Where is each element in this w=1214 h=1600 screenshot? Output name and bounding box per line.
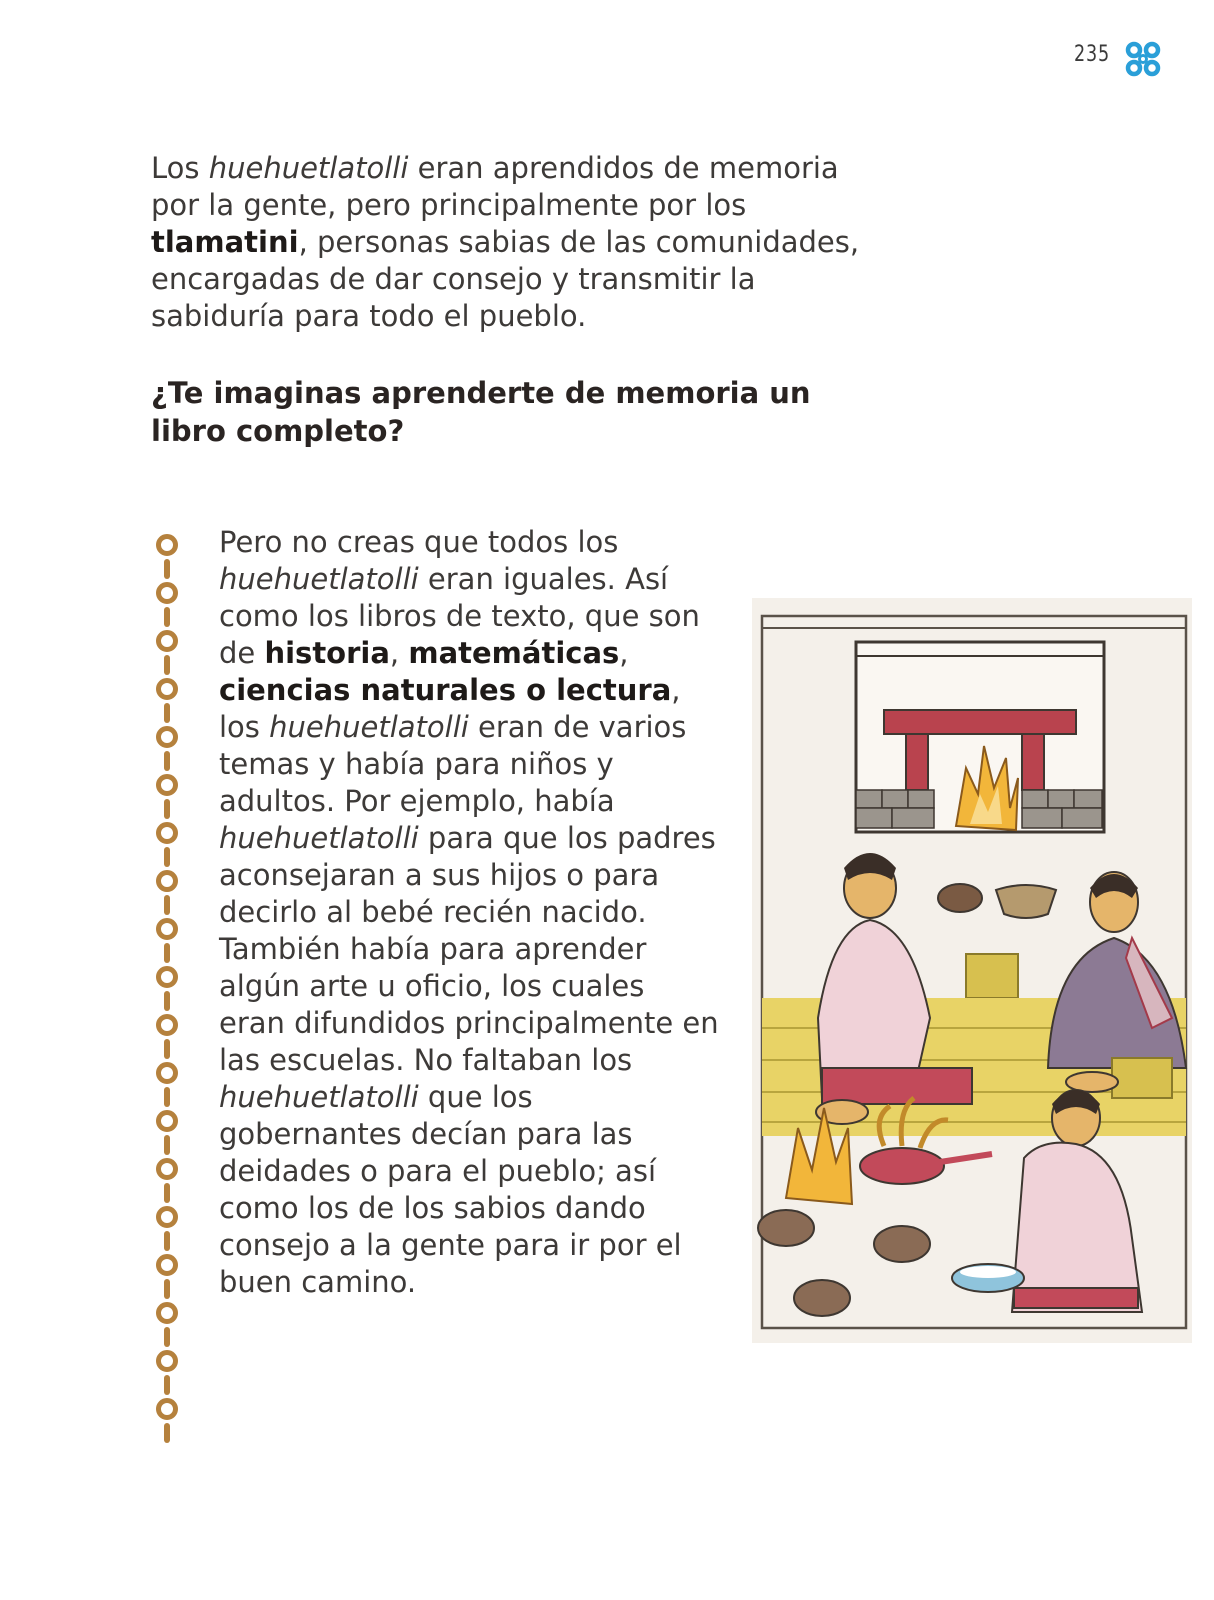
border-o-glyph <box>156 630 178 652</box>
border-o-glyph <box>156 1398 178 1420</box>
border-l-glyph <box>164 799 170 819</box>
border-o-glyph <box>156 534 178 556</box>
border-o-glyph <box>156 726 178 748</box>
border-l-glyph <box>164 943 170 963</box>
border-l-glyph <box>164 751 170 771</box>
page-ornament-icon <box>1124 40 1162 78</box>
border-o-glyph <box>156 822 178 844</box>
border-o-glyph <box>156 1206 178 1228</box>
border-l-glyph <box>164 1375 170 1395</box>
border-o-glyph <box>156 918 178 940</box>
border-l-glyph <box>164 1279 170 1299</box>
border-o-glyph <box>156 870 178 892</box>
border-o-glyph <box>156 1350 178 1372</box>
border-o-glyph <box>156 1062 178 1084</box>
term-tlamatini: tlamatini <box>151 225 299 259</box>
codex-illustration <box>752 598 1192 1343</box>
border-l-glyph <box>164 1087 170 1107</box>
border-l-glyph <box>164 991 170 1011</box>
border-l-glyph <box>164 607 170 627</box>
border-l-glyph <box>164 655 170 675</box>
intro-paragraph: Los huehuetlatolli eran aprendidos de memoria por la gente, pero principalmente por los tlamatini, personas sabias de las comunidades, encargadas de dar consejo y transmitir la sabiduría para todo el pueblo. <box>151 151 860 333</box>
border-o-glyph <box>156 1014 178 1036</box>
border-l-glyph <box>164 1327 170 1347</box>
border-o-glyph <box>156 774 178 796</box>
border-o-glyph <box>156 966 178 988</box>
border-l-glyph <box>164 1135 170 1155</box>
border-l-glyph <box>164 847 170 867</box>
border-l-glyph <box>164 1423 170 1443</box>
border-o-glyph <box>156 1158 178 1180</box>
question-heading: ¿Te imaginas aprenderte de memoria un libro completo? <box>151 376 811 448</box>
border-l-glyph <box>164 895 170 915</box>
border-o-glyph <box>156 1254 178 1276</box>
border-o-glyph <box>156 678 178 700</box>
border-l-glyph <box>164 1183 170 1203</box>
border-l-glyph <box>164 1231 170 1251</box>
border-l-glyph <box>164 703 170 723</box>
border-o-glyph <box>156 1302 178 1324</box>
border-l-glyph <box>164 559 170 579</box>
border-l-glyph <box>164 1039 170 1059</box>
decorative-border-pattern <box>150 534 184 1446</box>
page-number: 235 <box>1074 42 1110 67</box>
body-paragraph: Pero no creas que todos los huehuetlatolli eran iguales. Así como los libros de texto, que son de historia, matemáticas, ciencias naturales o lectura, los huehuetlatolli eran de varios temas y había para niños y adultos. Por ejemplo, había huehuetlatolli para que los padres aconsejaran a sus hijos o para decirlo al bebé recién nacido. También había para aprender algún arte u oficio, los cuales eran difundidos principalmente en las escuelas. No faltaban los huehuetlatolli que los gobernantes decían para las deidades o para el pueblo; así como los de los sabios dando consejo a la gente para ir por el buen camino. <box>219 525 719 1299</box>
border-o-glyph <box>156 1110 178 1132</box>
border-o-glyph <box>156 582 178 604</box>
term-huehuetlatolli: huehuetlatolli <box>208 151 409 185</box>
